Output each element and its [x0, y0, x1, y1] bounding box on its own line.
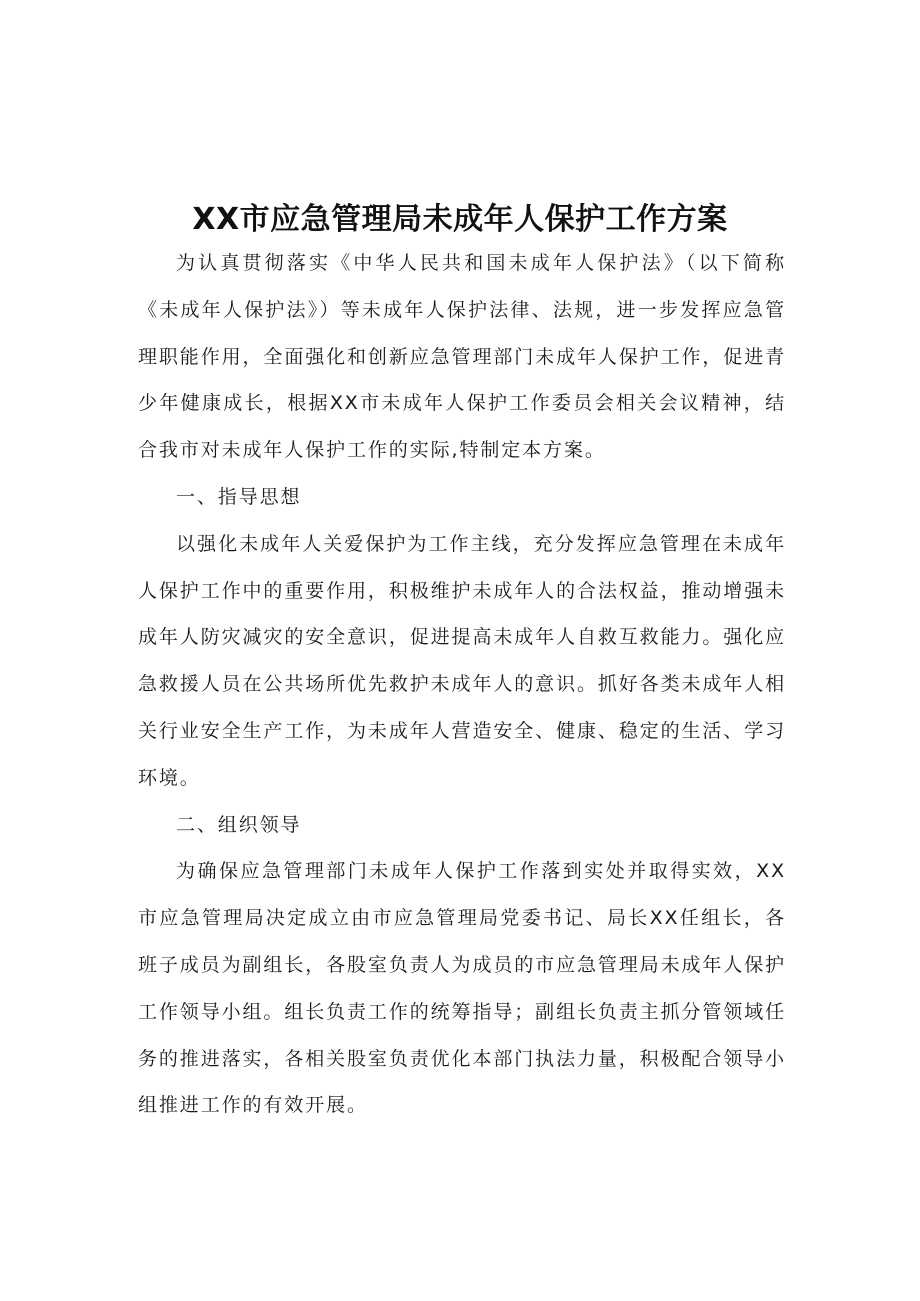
document-title: XX市应急管理局未成年人保护工作方案 — [192, 202, 728, 238]
document-body — [138, 240, 786, 1129]
section-heading-organization: 二、组织领导 — [176, 813, 302, 836]
section-paragraph-organization: 为确保应急管理部门未成年人保护工作落到实处并取得实效，XX市应急管理局决定成立由市应急管理局党委书记、局长XX任组长，各班子成员为副组长，各股室负责人为成员的市应急管理局未成年人保护工作领导小组。组长负责工作的统筹指导；副组长负责主抓分管领域任务的推进落实，各相关股室负责优化本部门执法力量，积极配合领导小组推进工作的有效开展。 — [138, 860, 786, 1117]
intro-paragraph: 为认真贯彻落实《中华人民共和国未成年人保护法》（以下简称《未成年人保护法》）等未成年人保护法律、法规，进一步发挥应急管理职能作用，全面强化和创新应急管理部门未成年人保护工作，促进青少年健康成长，根据XX市未成年人保护工作委员会相关会议精神，结合我市对未成年人保护工作的实际,特制定本方案。 — [138, 252, 786, 462]
section-paragraph-guiding-thought: 以强化未成年人关爱保护为工作主线，充分发挥应急管理在未成年人保护工作中的重要作用，积极维护未成年人的合法权益，推动增强未成年人防灾减灾的安全意识，促进提高未成年人自救互救能力。强化应急救援人员在公共场所优先救护未成年人的意识。抓好各类未成年人相关行业安全生产工作，为未成年人营造安全、健康、稳定的生活、学习环境。 — [138, 532, 786, 789]
section-heading-guiding-thought: 一、指导思想 — [176, 485, 302, 508]
